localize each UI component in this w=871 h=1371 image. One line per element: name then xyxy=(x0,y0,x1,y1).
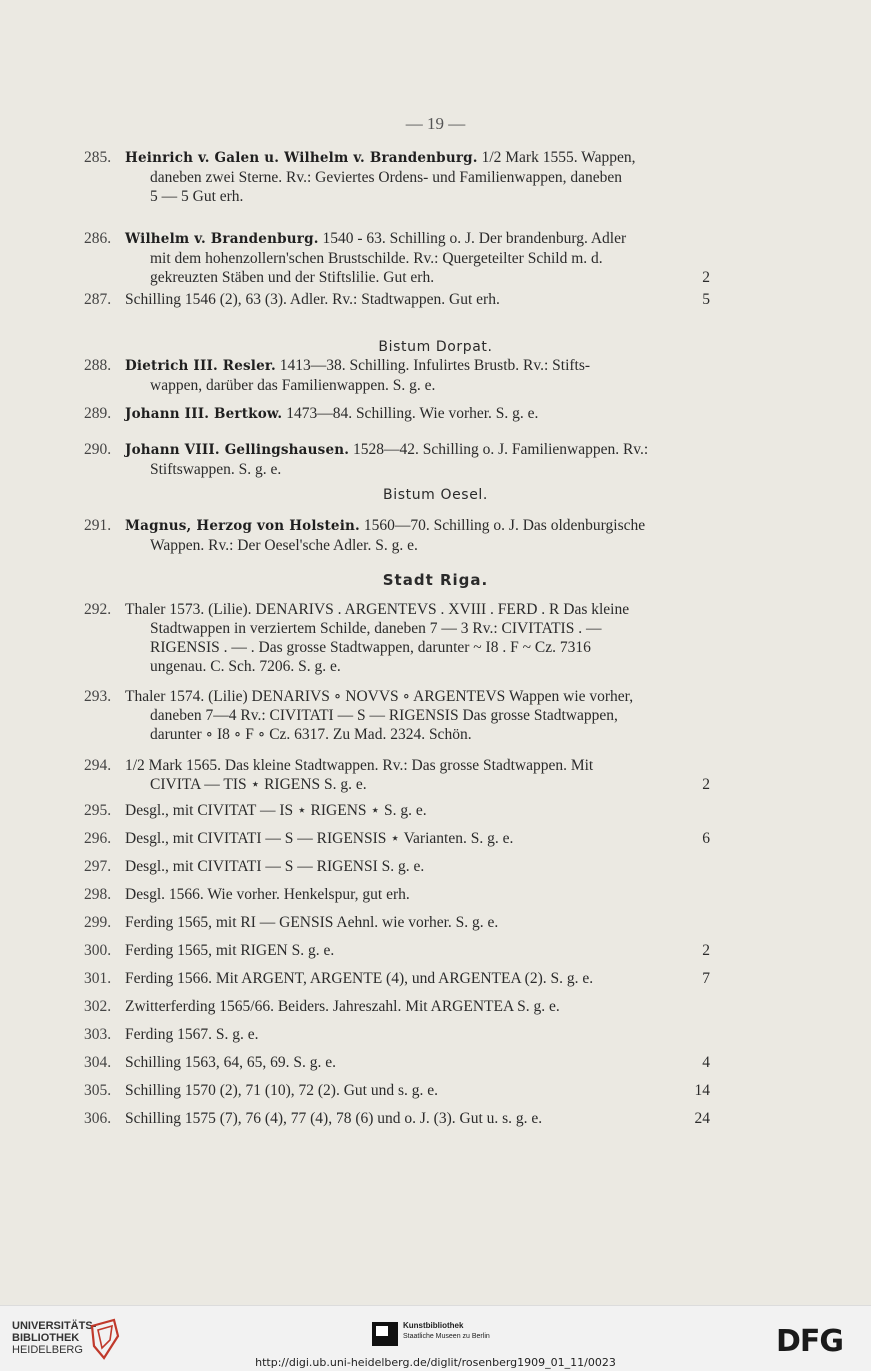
entry-text: gekreuzten Stäben und der Stiftslilie. Gut erh. xyxy=(150,269,435,286)
ruler-name: Magnus, Herzog von Holstein. xyxy=(125,518,360,534)
permalink-url[interactable]: http://digi.ub.uni-heidelberg.de/diglit/rosenberg1909_01_11/0023 xyxy=(255,1356,616,1369)
entry-number: 290. xyxy=(84,441,112,458)
entry-text: darunter ∘ I8 ∘ F ∘ Cz. 6317. Zu Mad. 2324. Schön. xyxy=(150,726,472,743)
entry-line xyxy=(125,1053,710,1072)
entry-text: Zwitterferding 1565/66. Beiders. Jahreszahl. Mit ARGENTEA S. g. e. xyxy=(125,998,560,1015)
entry-line xyxy=(125,460,710,479)
entry-number: 289. xyxy=(84,405,112,422)
entry-text: mit dem hohenzollern'schen Brustschilde. Rv.: Quergeteilter Schild m. d. xyxy=(150,250,603,267)
entry-number: 302. xyxy=(84,998,112,1015)
catalog-entry xyxy=(84,1081,710,1100)
entry-line xyxy=(125,756,710,775)
entry-price: 2 xyxy=(702,942,710,959)
catalog-entry xyxy=(84,913,710,932)
university-seal-icon xyxy=(88,1318,122,1360)
entry-line xyxy=(125,290,710,309)
entry-line xyxy=(125,638,710,657)
entry-text: Stadtwappen in verziertem Schilde, daneben 7 — 3 Rv.: CIVITATIS . — xyxy=(150,620,602,637)
catalog-entry xyxy=(84,1053,710,1072)
catalog-entry xyxy=(84,600,710,676)
entry-text: Thaler 1573. (Lilie). DENARIVS . ARGENTEVS . XVIII . FERD . R Das kleine xyxy=(125,601,630,618)
entry-line xyxy=(125,148,710,168)
catalog-entry xyxy=(84,969,710,988)
ruler-name: Johann III. Bertkow. xyxy=(125,406,283,422)
entry-text: Ferding 1565, mit RI — GENSIS Aehnl. wie vorher. S. g. e. xyxy=(125,914,499,931)
entry-number: 304. xyxy=(84,1054,112,1071)
entry-number: 299. xyxy=(84,914,112,931)
entry-number: 292. xyxy=(84,601,112,618)
dfg-logo[interactable]: DFG xyxy=(776,1324,844,1359)
kb-title: Kunstbibliothek xyxy=(403,1321,464,1330)
entry-number: 294. xyxy=(84,757,112,774)
entry-text: RIGENSIS . — . Das grosse Stadtwappen, darunter ~ I8 . F ~ Cz. 7316 xyxy=(150,639,591,656)
catalog-entry xyxy=(84,516,710,555)
entry-line xyxy=(125,706,710,725)
entry-line xyxy=(125,941,710,960)
entry-text: Thaler 1574. (Lilie) DENARIVS ∘ NOVVS ∘ ARGENTEVS Wappen wie vorher, xyxy=(125,688,634,705)
entry-number: 300. xyxy=(84,942,112,959)
entry-price: 6 xyxy=(702,830,710,847)
entry-text: Ferding 1566. Mit ARGENT, ARGENTE (4), und ARGENTEA (2). S. g. e. xyxy=(125,970,594,987)
entry-line xyxy=(125,619,710,638)
catalog-entry xyxy=(84,290,710,309)
entry-line xyxy=(125,168,710,187)
entry-text: 1/2 Mark 1565. Das kleine Stadtwappen. Rv.: Das grosse Stadtwappen. Mit xyxy=(125,757,594,774)
entry-line xyxy=(125,687,710,706)
entry-number: 303. xyxy=(84,1026,112,1043)
entry-number: 297. xyxy=(84,858,112,875)
kb-subtitle: Staatliche Museen zu Berlin xyxy=(403,1333,490,1340)
ruler-name: Wilhelm v. Brandenburg. xyxy=(125,231,319,247)
catalog-entry xyxy=(84,1109,710,1128)
uni-line-1: UNIVERSITÄTS- xyxy=(12,1320,97,1332)
entry-line xyxy=(125,1081,710,1100)
entry-line xyxy=(125,725,710,744)
catalog-entry xyxy=(84,404,710,424)
entry-text: Ferding 1565, mit RIGEN S. g. e. xyxy=(125,942,335,959)
entry-number: 288. xyxy=(84,357,112,374)
entry-number: 301. xyxy=(84,970,112,987)
entry-text: Stiftswappen. S. g. e. xyxy=(150,461,282,478)
entry-number: 295. xyxy=(84,802,112,819)
entry-text: Ferding 1567. S. g. e. xyxy=(125,1026,259,1043)
entry-line xyxy=(125,1025,710,1044)
catalog-entry xyxy=(84,756,710,794)
entry-price: 2 xyxy=(702,269,710,286)
entry-line xyxy=(125,516,710,536)
entry-price: 5 xyxy=(702,291,710,308)
kunstbibliothek-icon xyxy=(372,1322,398,1346)
entry-number: 286. xyxy=(84,230,112,247)
entry-line xyxy=(125,801,710,820)
entry-line xyxy=(125,657,710,676)
entry-text: 1528—42. Schilling o. J. Familienwappen. Rv.: xyxy=(349,441,649,458)
section-heading-riga: Stadt Riga. xyxy=(382,571,489,589)
page-number: — 19 — xyxy=(405,114,466,133)
entry-line xyxy=(125,829,710,848)
section-heading-dorpat: Bistum Dorpat. xyxy=(378,339,493,355)
entry-line xyxy=(125,249,710,268)
catalog-entry xyxy=(84,997,710,1016)
entry-line xyxy=(125,913,710,932)
entry-number: 285. xyxy=(84,149,112,166)
entry-number: 296. xyxy=(84,830,112,847)
entry-number: 306. xyxy=(84,1110,112,1127)
entry-text: Wappen. Rv.: Der Oesel'sche Adler. S. g. e. xyxy=(150,537,418,554)
entry-text: CIVITA — TIS ⋆ RIGENS S. g. e. xyxy=(150,776,367,793)
kunstbibliothek-label[interactable] xyxy=(403,1321,490,1342)
entry-text: 1/2 Mark 1555. Wappen, xyxy=(477,149,636,166)
entry-price: 14 xyxy=(694,1082,710,1099)
catalog-entry xyxy=(84,857,710,876)
entry-text: Desgl., mit CIVITATI — S — RIGENSIS ⋆ Varianten. S. g. e. xyxy=(125,830,514,847)
catalog-entry xyxy=(84,885,710,904)
catalog-entry xyxy=(84,801,710,820)
entry-number: 305. xyxy=(84,1082,112,1099)
entry-text: Schilling 1570 (2), 71 (10), 72 (2). Gut und s. g. e. xyxy=(125,1082,438,1099)
entry-line xyxy=(125,885,710,904)
entry-text: Desgl. 1566. Wie vorher. Henkelspur, gut erh. xyxy=(125,886,410,903)
entry-text: Desgl., mit CIVITAT — IS ⋆ RIGENS ⋆ S. g. e. xyxy=(125,802,427,819)
entry-line xyxy=(125,376,710,395)
entry-text: 1560—70. Schilling o. J. Das oldenburgische xyxy=(359,517,646,534)
catalog-entry xyxy=(84,1025,710,1044)
entry-text: ungenau. C. Sch. 7206. S. g. e. xyxy=(150,658,341,675)
entry-number: 291. xyxy=(84,517,112,534)
catalog-entry xyxy=(84,829,710,848)
entry-number: 293. xyxy=(84,688,112,705)
uni-line-3: HEIDELBERG xyxy=(12,1344,83,1356)
entry-line xyxy=(125,1109,710,1128)
entry-line xyxy=(125,356,710,376)
entry-text: 1540 - 63. Schilling o. J. Der brandenburg. Adler xyxy=(318,230,627,247)
catalog-entry xyxy=(84,941,710,960)
entry-line xyxy=(125,229,710,249)
ruler-name: Heinrich v. Galen u. Wilhelm v. Brandenburg. xyxy=(125,150,478,166)
entry-text: daneben zwei Sterne. Rv.: Geviertes Ordens- und Familienwappen, daneben xyxy=(150,169,623,186)
entry-line xyxy=(125,600,710,619)
entry-price: 4 xyxy=(702,1054,710,1071)
entry-line xyxy=(125,775,710,794)
catalog-entry xyxy=(84,148,710,206)
entry-line xyxy=(125,440,710,460)
entry-text: 5 — 5 Gut erh. xyxy=(150,188,244,205)
university-library-logo-text[interactable] xyxy=(12,1320,96,1356)
section-heading-oesel: Bistum Oesel. xyxy=(383,487,488,503)
entry-number: 298. xyxy=(84,886,112,903)
ruler-name: Dietrich III. Resler. xyxy=(125,358,276,374)
entry-text: Desgl., mit CIVITATI — S — RIGENSI S. g. e. xyxy=(125,858,425,875)
entry-text: 1413—38. Schilling. Infulirtes Brustb. Rv.: Stifts- xyxy=(275,357,591,374)
catalog-entry xyxy=(84,229,710,287)
entry-price: 2 xyxy=(702,776,710,793)
entry-line xyxy=(125,969,710,988)
entry-line xyxy=(125,997,710,1016)
entry-number: 287. xyxy=(84,291,112,308)
entry-line xyxy=(125,536,710,555)
entry-price: 24 xyxy=(694,1110,710,1127)
entry-line xyxy=(125,187,710,206)
entry-line xyxy=(125,857,710,876)
entry-text: Schilling 1575 (7), 76 (4), 77 (4), 78 (6) und o. J. (3). Gut u. s. g. e. xyxy=(125,1110,543,1127)
catalog-entry xyxy=(84,440,710,479)
entry-price: 7 xyxy=(702,970,710,987)
entry-line xyxy=(125,268,710,287)
footer-bar xyxy=(0,1305,871,1371)
entry-text: daneben 7—4 Rv.: CIVITATI — S — RIGENSIS Das grosse Stadtwappen, xyxy=(150,707,618,724)
entry-text: Schilling 1563, 64, 65, 69. S. g. e. xyxy=(125,1054,336,1071)
uni-line-2: BIBLIOTHEK xyxy=(12,1332,80,1344)
entry-text: Schilling 1546 (2), 63 (3). Adler. Rv.: Stadtwappen. Gut erh. xyxy=(125,291,500,308)
catalog-entry xyxy=(84,687,710,744)
catalog-entry xyxy=(84,356,710,395)
entry-text: wappen, darüber das Familienwappen. S. g. e. xyxy=(150,377,436,394)
ruler-name: Johann VIII. Gellingshausen. xyxy=(125,442,350,458)
entry-line xyxy=(125,404,710,424)
entry-text: 1473—84. Schilling. Wie vorher. S. g. e. xyxy=(282,405,539,422)
